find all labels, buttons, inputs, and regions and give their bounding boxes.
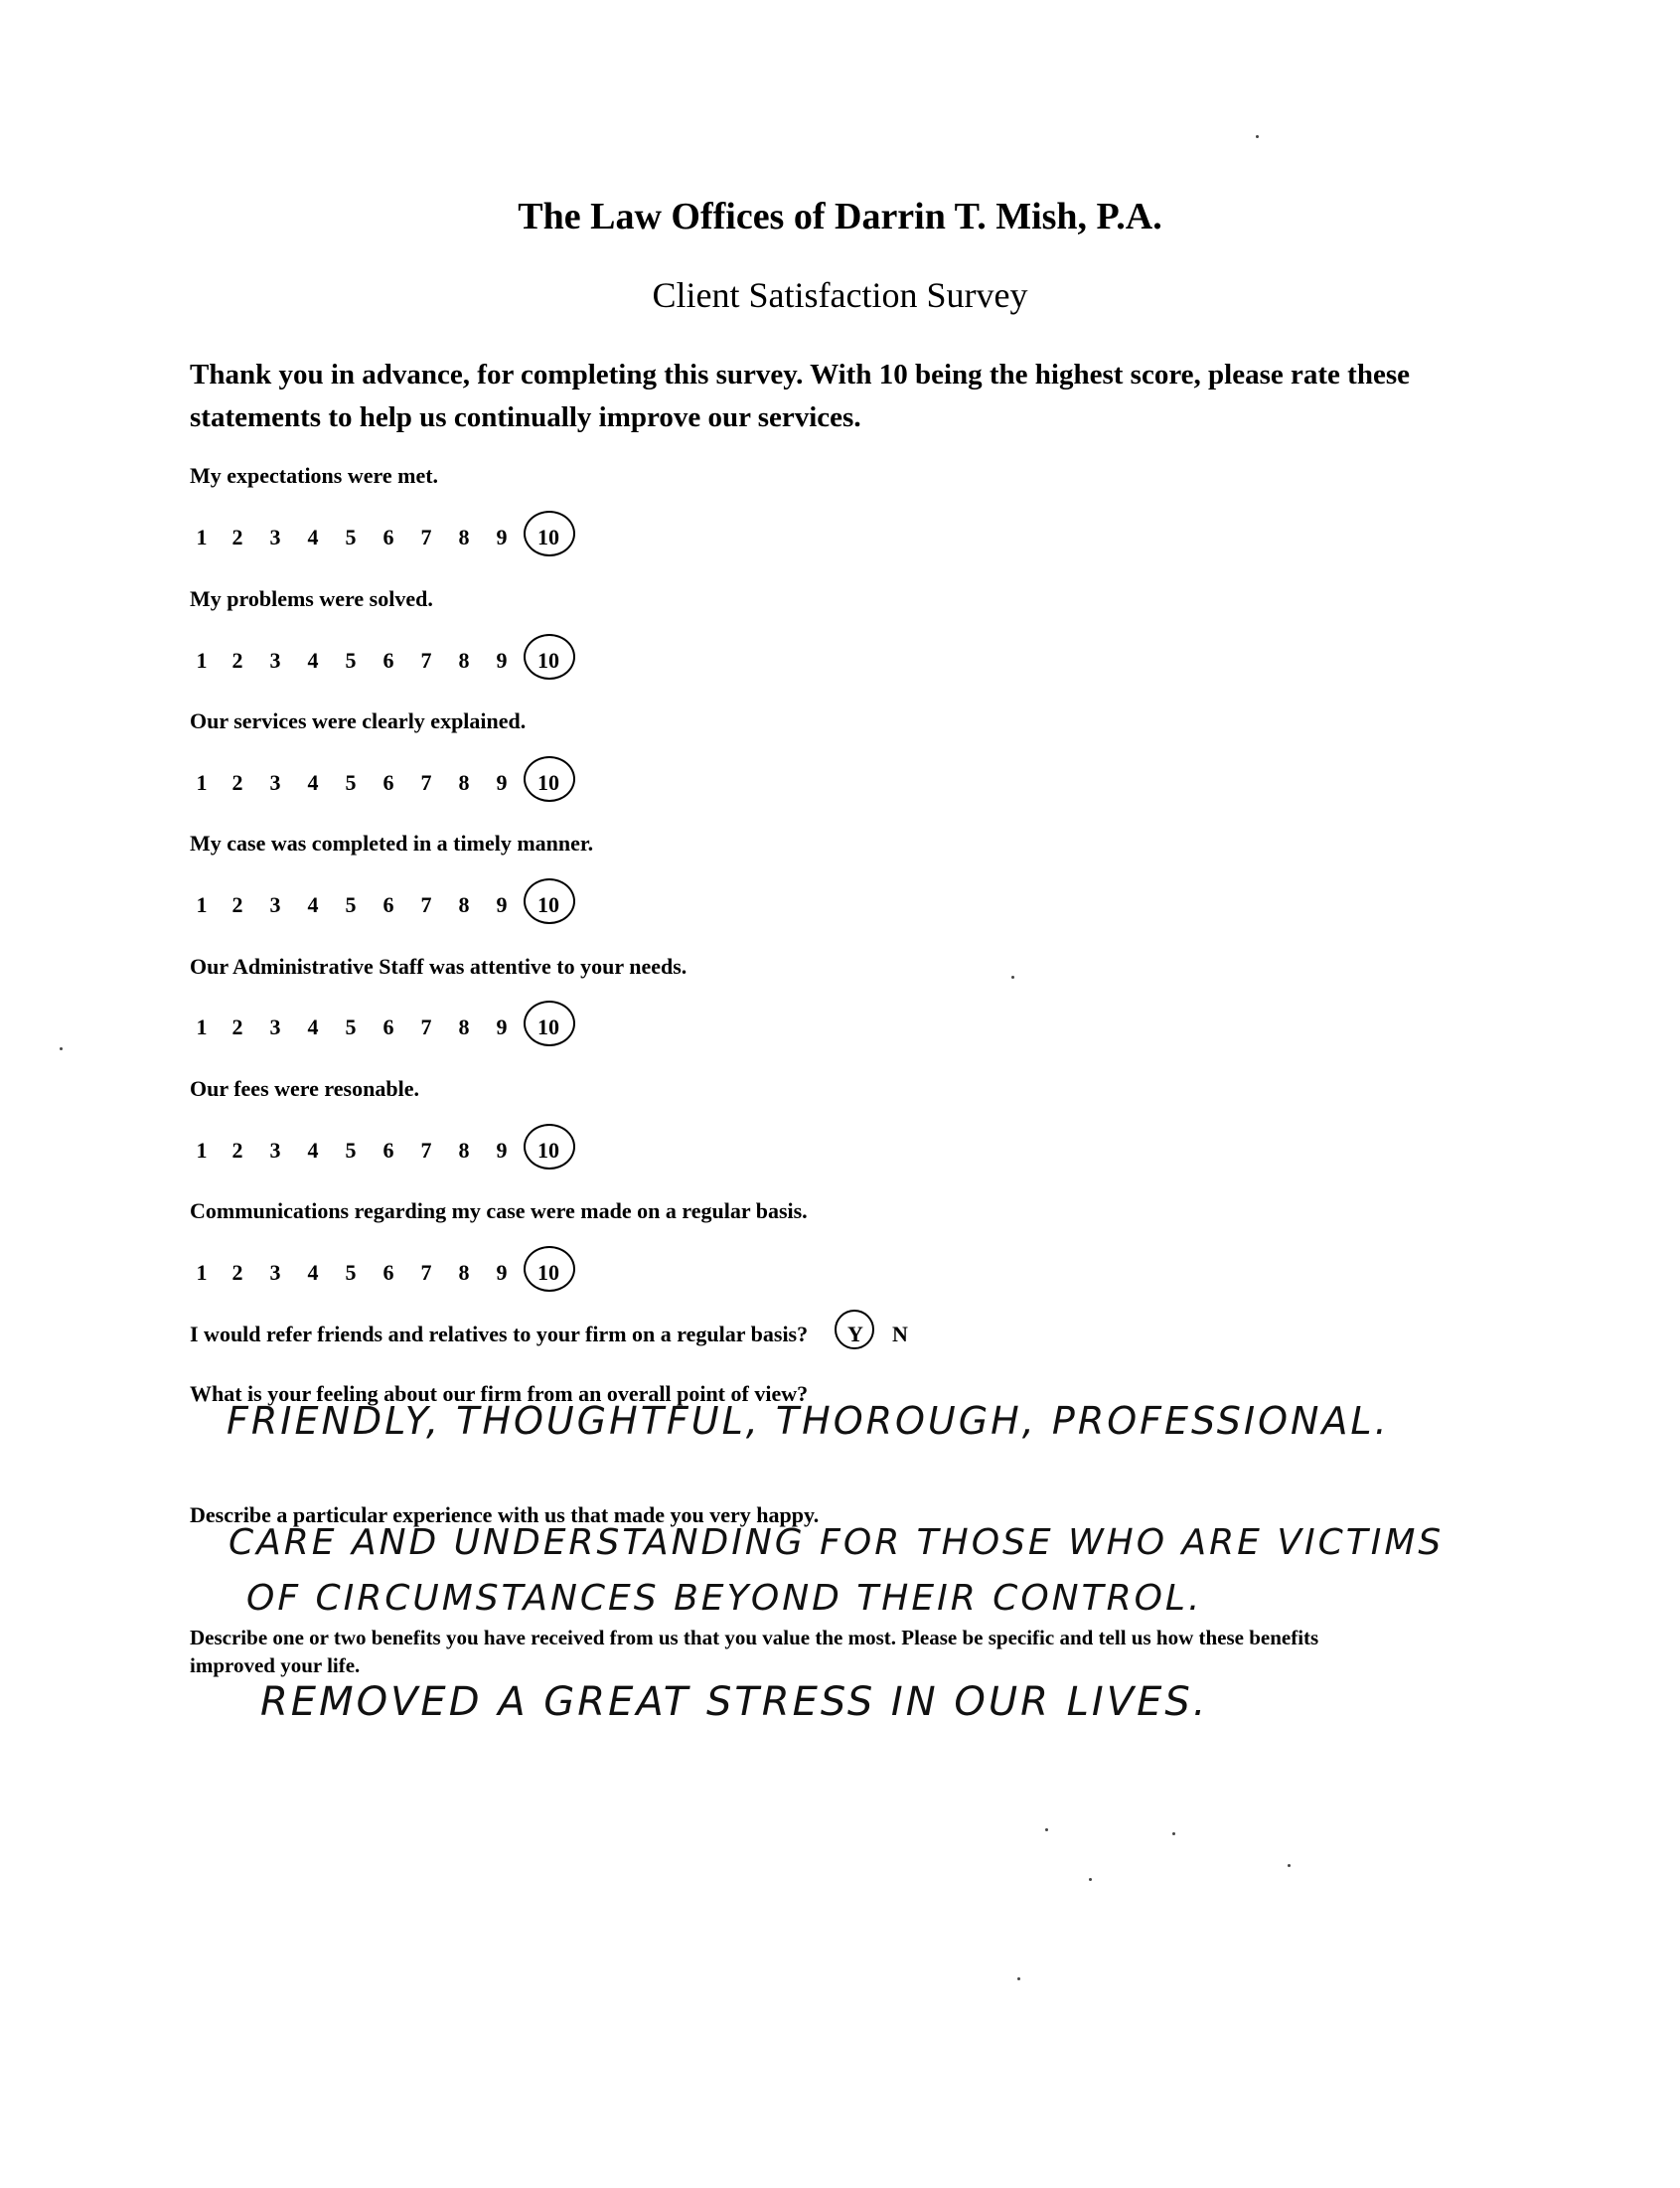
scale-option-4: 4 (307, 770, 319, 795)
open-question-2: Describe a particular experience with us that made you very happy. (190, 1502, 820, 1527)
scale-option-7: 7 (420, 1260, 432, 1285)
selected-circle-10 (524, 511, 575, 556)
scale-option-2: 2 (231, 1260, 243, 1285)
scale-option-4: 4 (307, 525, 319, 549)
scale-option-10: 10 (537, 648, 559, 673)
open-question-3-line-2: improved your life. (190, 1653, 361, 1677)
scale-option-4: 4 (307, 1138, 319, 1163)
scale-option-9: 9 (496, 892, 508, 917)
scale-option-1: 1 (196, 1260, 208, 1285)
scale-option-6: 6 (382, 892, 394, 917)
scale-option-3: 3 (269, 648, 281, 673)
referral-no: N (892, 1322, 908, 1346)
question-4-scale (190, 892, 607, 932)
scan-speck (1045, 1828, 1048, 1831)
referral-yes: Y (847, 1322, 863, 1346)
scale-option-7: 7 (420, 892, 432, 917)
scale-option-8: 8 (458, 1138, 470, 1163)
scale-option-2: 2 (231, 770, 243, 795)
scale-option-2: 2 (231, 1138, 243, 1163)
scale-option-4: 4 (307, 648, 319, 673)
selected-circle-10 (524, 634, 575, 680)
question-3-text: Our services were clearly explained. (190, 708, 527, 733)
scale-option-2: 2 (231, 892, 243, 917)
scale-option-9: 9 (496, 648, 508, 673)
scale-option-4: 4 (307, 1015, 319, 1039)
question-6-scale (190, 1138, 607, 1177)
question-4-text: My case was completed in a timely manner. (190, 831, 594, 856)
selected-circle-10 (524, 1124, 575, 1170)
scale-option-7: 7 (420, 1015, 432, 1039)
scale-option-1: 1 (196, 525, 208, 549)
open-answer-1-line-1: FRIENDLY, THOUGHTFUL, THOROUGH, PROFESSIONAL. (227, 1399, 1390, 1443)
scale-option-5: 5 (345, 770, 357, 795)
selected-circle-10 (524, 1001, 575, 1046)
scale-option-8: 8 (458, 1015, 470, 1039)
scan-speck (1288, 1864, 1291, 1867)
scale-option-9: 9 (496, 1138, 508, 1163)
scale-option-4: 4 (307, 892, 319, 917)
scale-option-3: 3 (269, 525, 281, 549)
scale-option-10: 10 (537, 525, 559, 549)
scale-option-8: 8 (458, 525, 470, 549)
referral-question: I would refer friends and relatives to your firm on a regular basis? (190, 1322, 809, 1346)
question-1-text: My expectations were met. (190, 463, 439, 488)
question-2-text: My problems were solved. (190, 586, 433, 611)
firm-title: The Law Offices of Darrin T. Mish, P.A. (518, 196, 1162, 237)
scale-option-6: 6 (382, 770, 394, 795)
scale-option-3: 3 (269, 1138, 281, 1163)
scale-option-7: 7 (420, 1138, 432, 1163)
scale-option-1: 1 (196, 648, 208, 673)
scale-option-6: 6 (382, 525, 394, 549)
scale-option-7: 7 (420, 525, 432, 549)
referral-yes-circle (835, 1310, 874, 1349)
scale-option-4: 4 (307, 1260, 319, 1285)
scale-option-10: 10 (537, 892, 559, 917)
survey-subtitle: Client Satisfaction Survey (652, 275, 1028, 315)
question-5-scale (190, 1015, 607, 1054)
intro-line-1: Thank you in advance, for completing this survey. With 10 being the highest score, please rate these (190, 359, 1410, 391)
scale-option-1: 1 (196, 1015, 208, 1039)
scan-speck (60, 1047, 63, 1050)
intro-line-2: statements to help us continually improve our services. (190, 401, 861, 433)
scale-option-6: 6 (382, 1260, 394, 1285)
scale-option-9: 9 (496, 1260, 508, 1285)
scale-option-6: 6 (382, 1015, 394, 1039)
scale-option-9: 9 (496, 525, 508, 549)
selected-circle-10 (524, 1246, 575, 1292)
scan-speck (1256, 135, 1259, 138)
question-7-scale (190, 1260, 607, 1300)
survey-intro (190, 354, 1501, 439)
scale-option-7: 7 (420, 648, 432, 673)
scale-option-8: 8 (458, 648, 470, 673)
scale-option-2: 2 (231, 525, 243, 549)
scale-option-3: 3 (269, 892, 281, 917)
open-answer-2-line-2: OF CIRCUMSTANCES BEYOND THEIR CONTROL. (246, 1578, 1203, 1619)
question-5-text: Our Administrative Staff was attentive to your needs. (190, 954, 687, 979)
scale-option-9: 9 (496, 770, 508, 795)
question-1-scale (190, 525, 607, 564)
scale-option-1: 1 (196, 770, 208, 795)
scale-option-1: 1 (196, 1138, 208, 1163)
selected-circle-10 (524, 756, 575, 802)
scale-option-8: 8 (458, 892, 470, 917)
scan-speck (1017, 1977, 1020, 1980)
open-answer-3-line-1: REMOVED A GREAT STRESS IN OUR LIVES. (260, 1679, 1209, 1725)
question-3-scale (190, 770, 607, 810)
scan-speck (1172, 1832, 1175, 1835)
scale-option-5: 5 (345, 1260, 357, 1285)
scale-option-2: 2 (231, 648, 243, 673)
scale-option-8: 8 (458, 1260, 470, 1285)
scale-option-10: 10 (537, 1138, 559, 1163)
scale-option-10: 10 (537, 770, 559, 795)
scan-speck (1011, 976, 1014, 979)
scale-option-3: 3 (269, 770, 281, 795)
scale-option-5: 5 (345, 1138, 357, 1163)
scale-option-6: 6 (382, 1138, 394, 1163)
scale-option-5: 5 (345, 1015, 357, 1039)
scan-speck (1089, 1878, 1092, 1881)
scale-option-8: 8 (458, 770, 470, 795)
scale-option-9: 9 (496, 1015, 508, 1039)
question-6-text: Our fees were resonable. (190, 1076, 419, 1101)
scale-option-10: 10 (537, 1260, 559, 1285)
selected-circle-10 (524, 878, 575, 924)
scale-option-7: 7 (420, 770, 432, 795)
scale-option-1: 1 (196, 892, 208, 917)
question-2-scale (190, 648, 607, 688)
open-question-3-line-1: Describe one or two benefits you have received from us that you value the most. Please be specific and tell us how these benefits (190, 1626, 1319, 1649)
open-question-1: What is your feeling about our firm from an overall point of view? (190, 1381, 809, 1406)
scale-option-5: 5 (345, 648, 357, 673)
scale-option-5: 5 (345, 892, 357, 917)
question-7-text: Communications regarding my case were made on a regular basis. (190, 1198, 808, 1223)
scale-option-10: 10 (537, 1015, 559, 1039)
scale-option-2: 2 (231, 1015, 243, 1039)
scale-option-6: 6 (382, 648, 394, 673)
scale-option-3: 3 (269, 1260, 281, 1285)
scale-option-3: 3 (269, 1015, 281, 1039)
scale-option-5: 5 (345, 525, 357, 549)
open-answer-2-line-1: CARE AND UNDERSTANDING FOR THOSE WHO ARE VICTIMS (229, 1522, 1445, 1563)
